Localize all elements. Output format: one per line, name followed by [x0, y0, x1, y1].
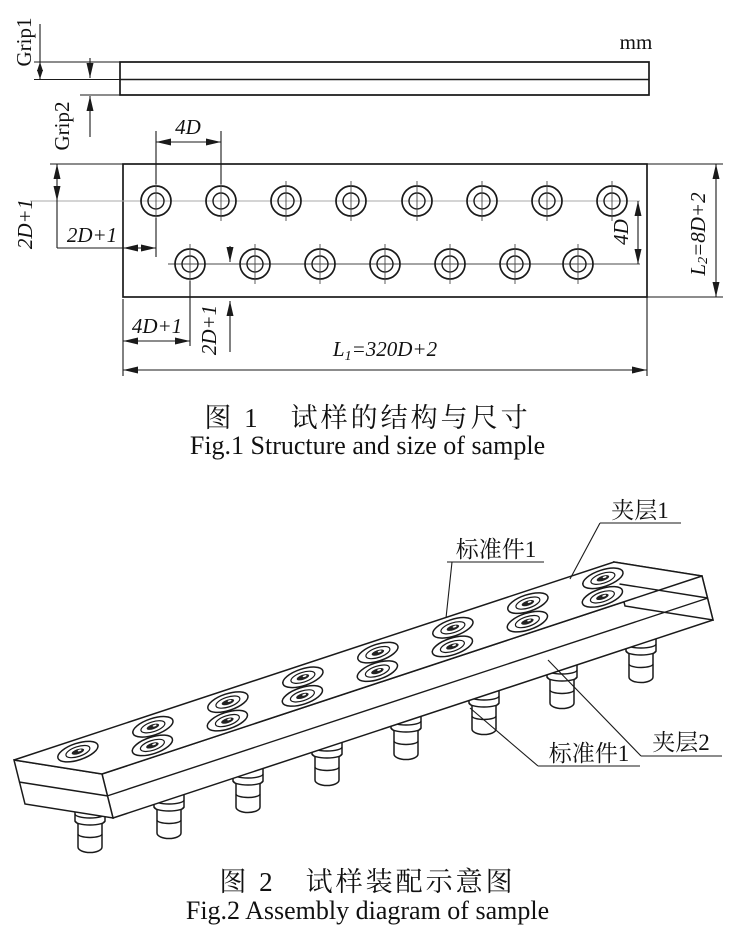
grip1-label: Grip1	[11, 17, 36, 67]
svg-text:夹层1: 夹层1	[611, 498, 669, 523]
figure2-drawing	[0, 480, 735, 856]
figure1-caption-cn: 图 1 试样的结构与尺寸	[204, 403, 531, 433]
figure2-caption-en: Fig.2 Assembly diagram of sample	[185, 896, 550, 925]
svg-text:4D+1: 4D+1	[131, 314, 183, 338]
grip2-label: Grip2	[49, 101, 74, 151]
svg-text:L1=320D+2: L1=320D+2	[332, 337, 438, 364]
dim-plate-width	[647, 164, 723, 297]
dim-offset-bottom-row	[123, 281, 190, 346]
svg-text:标准件1: 标准件1	[548, 741, 630, 766]
unit-label: mm	[619, 30, 653, 54]
figure1-drawing	[0, 0, 735, 392]
dim-margin-bottom	[197, 246, 230, 355]
svg-text:2D+1: 2D+1	[196, 304, 221, 356]
figure2-caption-cn: 图 2 试样装配示意图	[219, 867, 516, 897]
svg-text:2D+1: 2D+1	[66, 223, 118, 247]
svg-text:4D: 4D	[608, 219, 633, 245]
dim-margin-left	[57, 218, 156, 257]
svg-text:4D: 4D	[175, 115, 201, 139]
svg-text:L2=8D+2: L2=8D+2	[685, 192, 712, 276]
top-view	[13, 115, 723, 376]
side-view	[12, 18, 653, 151]
svg-text:夹层2: 夹层2	[652, 730, 710, 755]
svg-text:2D+1: 2D+1	[12, 198, 37, 250]
svg-text:标准件1: 标准件1	[455, 537, 537, 562]
dim-pitch-top	[156, 115, 221, 184]
figure1-caption-en: Fig.1 Structure and size of sample	[189, 431, 546, 460]
